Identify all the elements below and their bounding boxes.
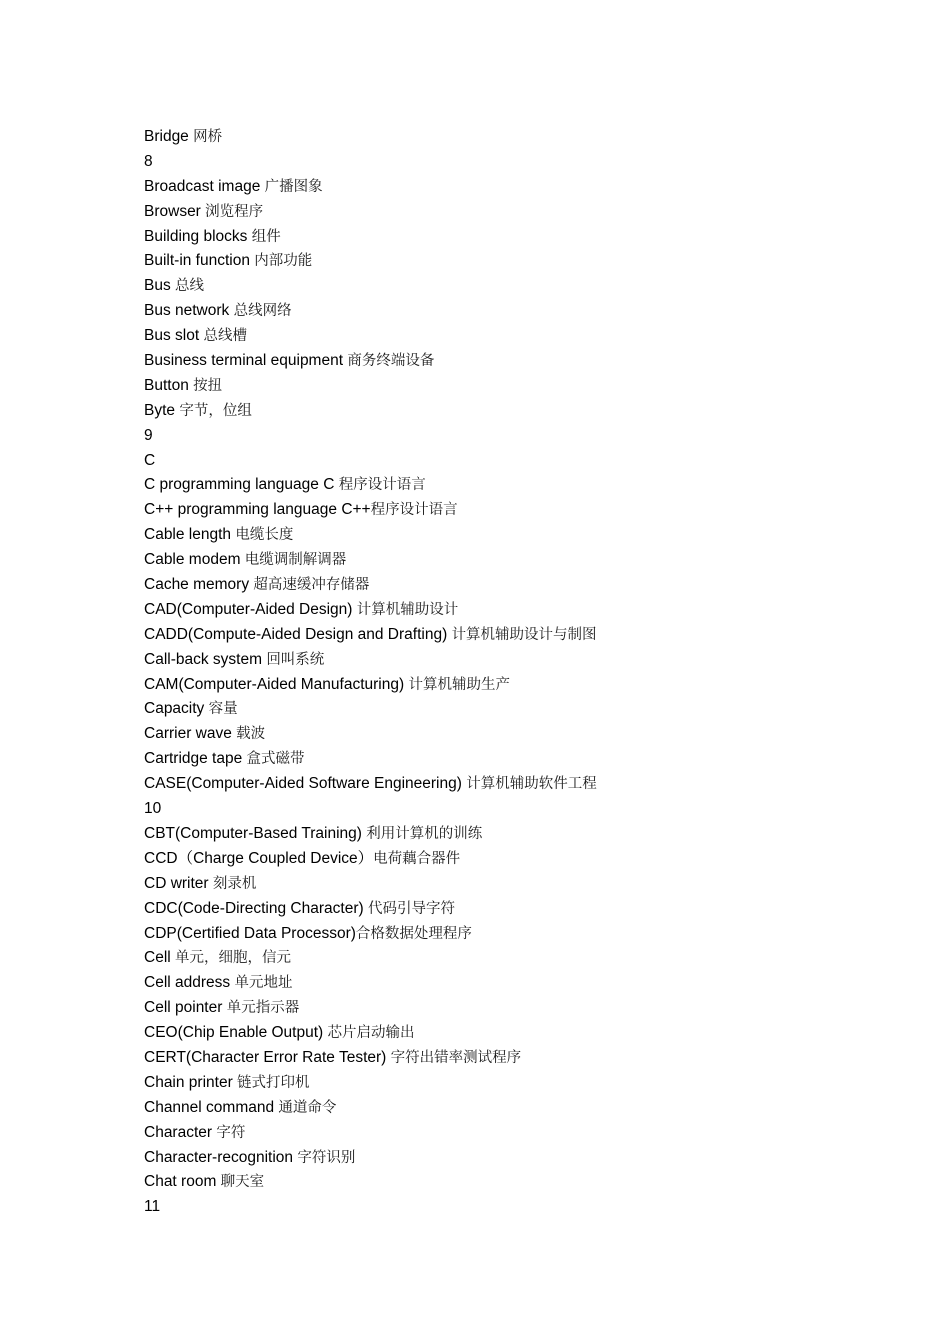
page-number xyxy=(144,797,924,822)
term-english: 10 xyxy=(144,800,162,818)
term-chinese: 盒式磁带 xyxy=(246,751,305,768)
term-chinese: 组件 xyxy=(251,228,281,245)
term-chinese: 计算机辅助生产 xyxy=(408,676,510,693)
term-chinese: 字节，位组 xyxy=(179,402,252,419)
term-english: Cell pointer xyxy=(144,999,227,1017)
glossary-entry xyxy=(144,573,924,598)
term-english: Bus network xyxy=(144,302,234,320)
term-chinese: 载波 xyxy=(236,726,266,743)
term-chinese: 程序设计语言 xyxy=(338,477,426,494)
glossary-entry xyxy=(144,971,924,996)
term-chinese: 内部功能 xyxy=(254,253,313,270)
page-number xyxy=(144,1195,924,1220)
term-chinese: 聊天室 xyxy=(220,1174,265,1191)
term-english: Cache memory xyxy=(144,576,254,594)
term-chinese: 通道命令 xyxy=(278,1099,337,1116)
section-letter xyxy=(144,449,924,474)
term-english: 8 xyxy=(144,152,153,170)
term-english: CDP(Certified Data Processor) xyxy=(144,924,356,942)
term-english: CAM(Computer-Aided Manufacturing) xyxy=(144,675,409,693)
term-english: Building blocks xyxy=(144,227,252,245)
term-english: Character xyxy=(144,1123,217,1141)
glossary-entry xyxy=(144,897,924,922)
term-english: CASE(Computer-Aided Software Engineering) xyxy=(144,775,467,793)
term-chinese: 单元地址 xyxy=(234,975,293,992)
term-chinese: 总线槽 xyxy=(203,328,247,345)
glossary-entry xyxy=(144,772,924,797)
term-chinese: 容量 xyxy=(208,701,238,718)
term-english: Cell xyxy=(144,949,176,967)
term-english: CCD（Charge Coupled Device） xyxy=(144,849,374,867)
term-chinese: 芯片启动输出 xyxy=(327,1025,415,1042)
glossary-entry xyxy=(144,548,924,573)
term-chinese: 电荷藕合器件 xyxy=(373,850,461,867)
glossary-entry xyxy=(144,1021,924,1046)
term-chinese: 商务终端设备 xyxy=(347,353,435,370)
term-english: Carrier wave xyxy=(144,725,237,743)
glossary-entry xyxy=(144,1046,924,1071)
glossary-entry xyxy=(144,697,924,722)
term-english: Call-back system xyxy=(144,650,267,668)
page-number xyxy=(144,150,924,175)
glossary-entry xyxy=(144,722,924,747)
term-chinese: 总线网络 xyxy=(233,303,292,320)
term-english: CADD(Compute-Aided Design and Drafting) xyxy=(144,625,452,643)
glossary-entry xyxy=(144,523,924,548)
glossary-entry xyxy=(144,498,924,523)
term-english: Button xyxy=(144,376,194,394)
term-chinese: 单元，细胞，信元 xyxy=(175,950,292,967)
term-english: CBT(Computer-Based Training) xyxy=(144,824,367,842)
glossary-entry xyxy=(144,200,924,225)
glossary-entry xyxy=(144,274,924,299)
term-chinese: 总线 xyxy=(175,278,205,295)
glossary-entry xyxy=(144,847,924,872)
term-chinese: 电缆长度 xyxy=(235,527,294,544)
term-chinese: 按扭 xyxy=(193,377,223,394)
term-english: 11 xyxy=(144,1198,161,1216)
term-english: Business terminal equipment xyxy=(144,352,348,370)
glossary-entry xyxy=(144,1146,924,1171)
glossary-entry xyxy=(144,374,924,399)
glossary-entry xyxy=(144,1096,924,1121)
term-english: CAD(Computer-Aided Design) xyxy=(144,600,357,618)
glossary-entry xyxy=(144,1071,924,1096)
glossary-list xyxy=(144,125,924,1220)
glossary-entry xyxy=(144,822,924,847)
glossary-entry xyxy=(144,249,924,274)
glossary-entry xyxy=(144,623,924,648)
term-chinese: 超高速缓冲存储器 xyxy=(253,577,370,594)
glossary-entry xyxy=(144,324,924,349)
glossary-entry xyxy=(144,399,924,424)
term-chinese: 程序设计语言 xyxy=(370,502,458,519)
term-english: Cartridge tape xyxy=(144,750,247,768)
term-english: C++ programming language C++ xyxy=(144,501,371,519)
term-chinese: 字符 xyxy=(216,1124,246,1141)
term-chinese: 浏览程序 xyxy=(205,203,264,220)
term-english: Built-in function xyxy=(144,252,255,270)
glossary-entry xyxy=(144,349,924,374)
glossary-entry xyxy=(144,996,924,1021)
term-chinese: 网桥 xyxy=(193,129,223,145)
glossary-entry xyxy=(144,473,924,498)
term-english: CD writer xyxy=(144,874,213,892)
term-english: Bridge xyxy=(144,128,194,145)
term-chinese: 电缆调制解调器 xyxy=(244,552,347,569)
term-english: Cell address xyxy=(144,974,235,992)
term-english: Cable length xyxy=(144,526,236,544)
glossary-entry xyxy=(144,946,924,971)
glossary-entry xyxy=(144,747,924,772)
glossary-entry xyxy=(144,598,924,623)
term-chinese: 合格数据处理程序 xyxy=(355,925,472,942)
term-chinese: 利用计算机的训练 xyxy=(366,825,483,842)
glossary-entry xyxy=(144,225,924,250)
page-number xyxy=(144,424,924,449)
glossary-entry xyxy=(144,175,924,200)
term-english: Chat room xyxy=(144,1173,221,1191)
term-english: Capacity xyxy=(144,700,209,718)
term-english: Bus xyxy=(144,277,176,295)
term-chinese: 计算机辅助设计与制图 xyxy=(451,626,597,643)
term-english: Character-recognition xyxy=(144,1148,298,1166)
term-english: Channel command xyxy=(144,1098,279,1116)
term-chinese: 计算机辅助设计 xyxy=(356,601,459,618)
term-chinese: 链式打印机 xyxy=(237,1074,310,1091)
term-chinese: 广播图象 xyxy=(264,178,323,195)
term-chinese: 字符识别 xyxy=(297,1149,356,1166)
glossary-entry xyxy=(144,1121,924,1146)
glossary-entry xyxy=(144,673,924,698)
term-chinese: 计算机辅助软件工程 xyxy=(466,776,597,793)
term-english: Cable modem xyxy=(144,551,245,569)
glossary-entry xyxy=(144,872,924,897)
term-chinese: 代码引导字符 xyxy=(367,900,455,917)
glossary-entry xyxy=(144,299,924,324)
term-chinese: 回叫系统 xyxy=(266,651,325,668)
term-english: Byte xyxy=(144,401,180,419)
term-english: CERT(Character Error Rate Tester) xyxy=(144,1048,391,1066)
term-english: C programming language C xyxy=(144,476,339,494)
term-english: Browser xyxy=(144,202,206,220)
term-chinese: 刻录机 xyxy=(212,875,257,892)
glossary-entry xyxy=(144,922,924,947)
term-english: Chain printer xyxy=(144,1073,238,1091)
glossary-entry xyxy=(144,648,924,673)
glossary-entry xyxy=(144,125,924,150)
term-english: Broadcast image xyxy=(144,177,265,195)
term-english: 9 xyxy=(144,426,153,444)
term-english: CEO(Chip Enable Output) xyxy=(144,1024,328,1042)
term-english: Bus slot xyxy=(144,327,204,345)
glossary-entry xyxy=(144,1170,924,1195)
term-chinese: 字符出错率测试程序 xyxy=(390,1049,522,1066)
term-english: C xyxy=(144,451,156,469)
term-english: CDC(Code-Directing Character) xyxy=(144,899,368,917)
term-chinese: 单元指示器 xyxy=(226,1000,300,1017)
